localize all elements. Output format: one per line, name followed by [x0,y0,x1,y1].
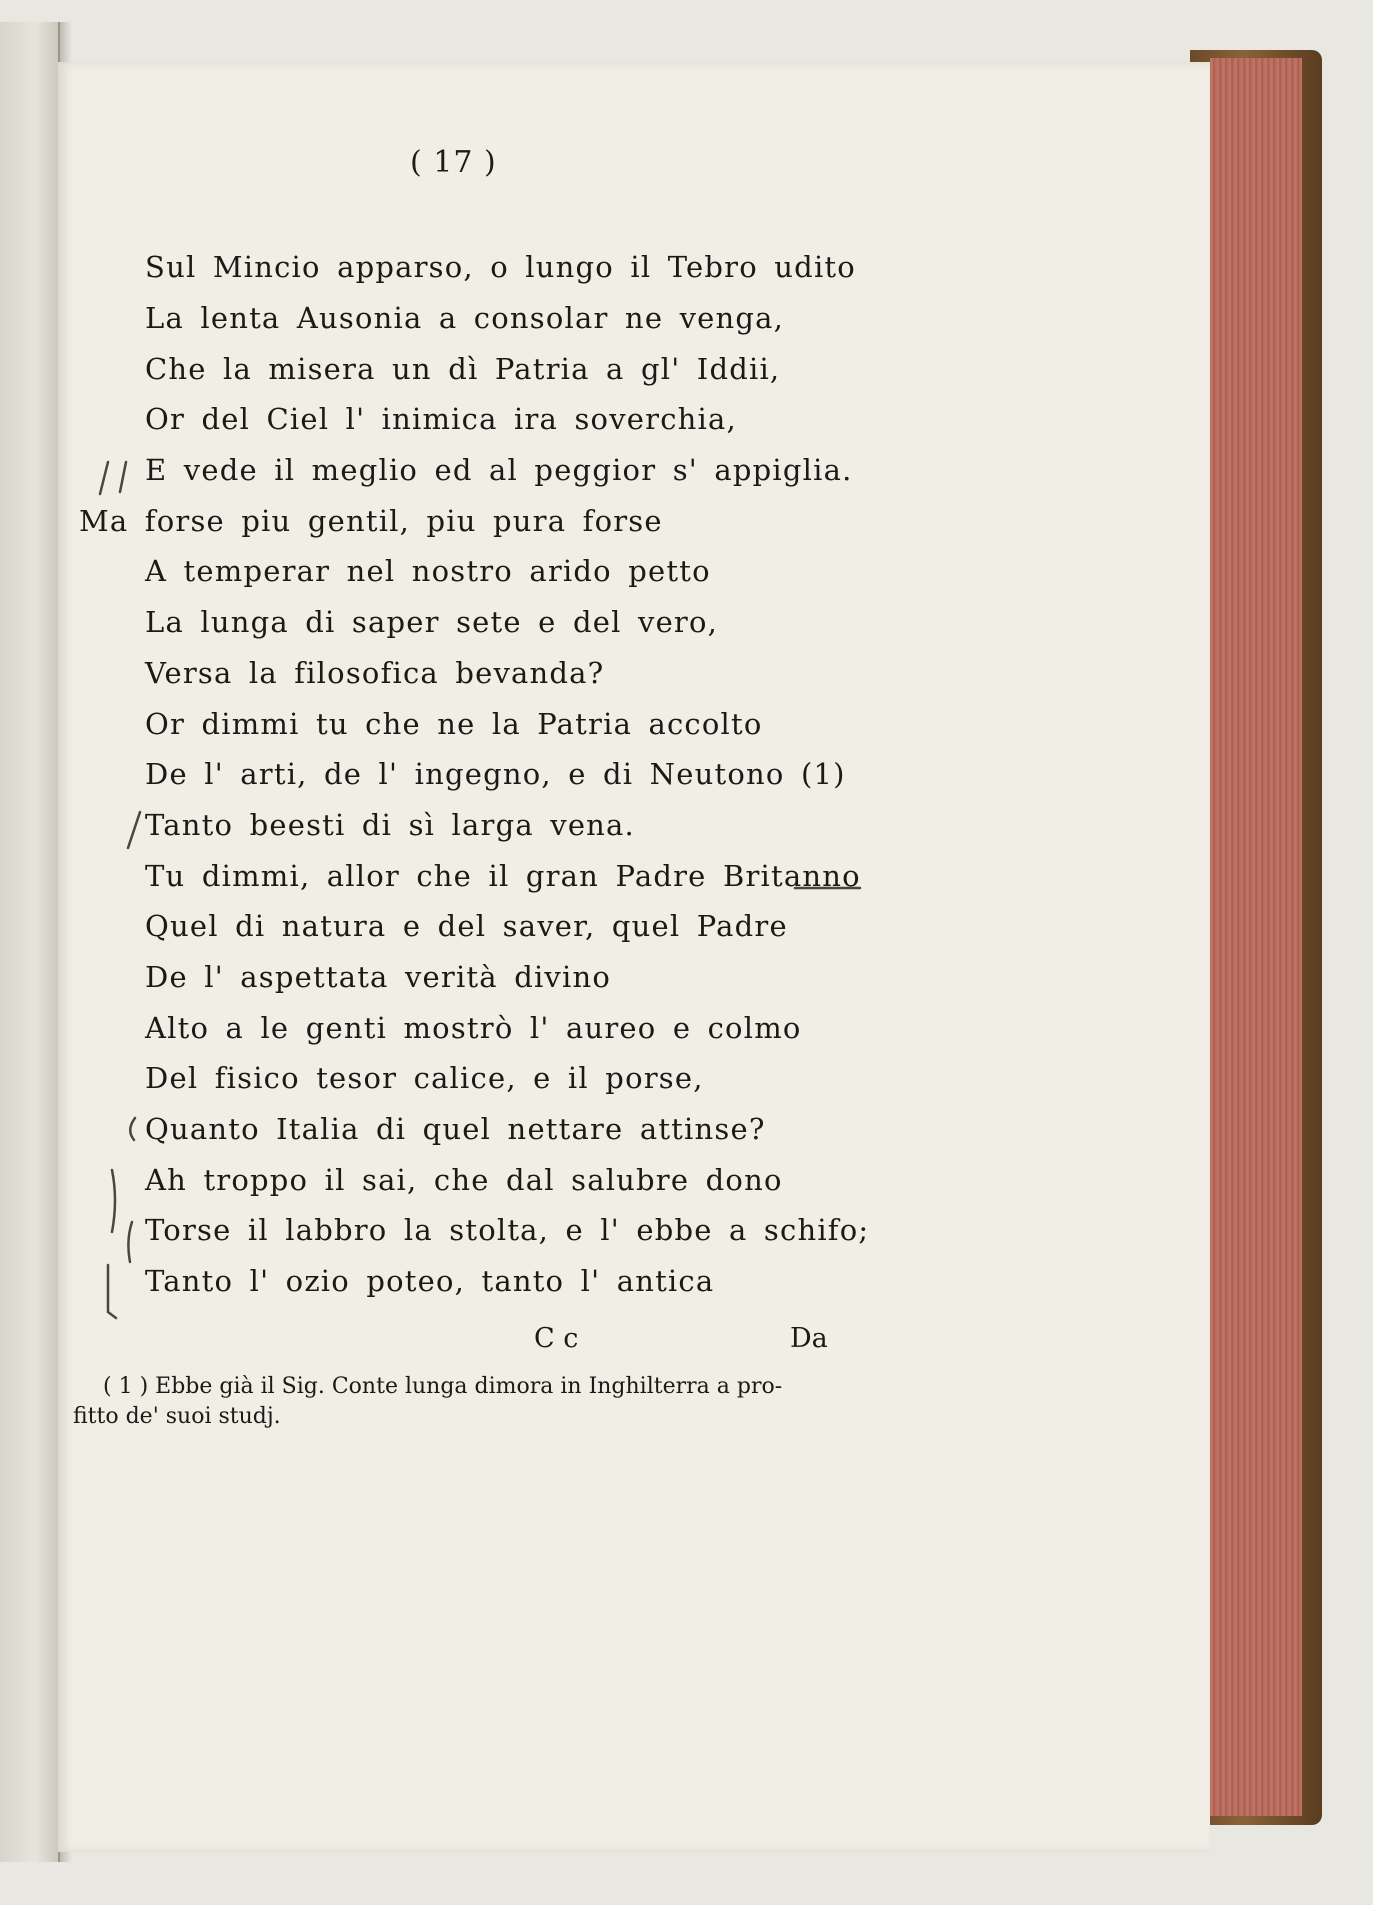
catchword: Da [790,1323,828,1354]
verse-line: Sul Mincio apparso, o lungo il Tebro udito [145,250,856,284]
verse-line: Che la misera un dì Patria a gl' Iddii, [145,352,781,386]
verse-line: De l' aspettata verità divino [145,960,612,994]
page-edges [1210,58,1302,1816]
verse-line: De l' arti, de l' ingegno, e di Neutono (1) [145,757,846,791]
footnote [73,1372,873,1432]
footnote-line: fitto de' suoi studj. [73,1404,281,1429]
footnote-line: ( 1 ) Ebbe già il Sig. Conte lunga dimora in Inghilterra a pro- [103,1374,783,1399]
verse-line: Tanto beesti di sì larga vena. [145,808,635,842]
verse-line: Del fisico tesor calice, e il porse, [145,1061,704,1095]
verse-line: Ma forse piu gentil, piu pura forse [79,504,663,538]
verse-line: Or del Ciel l' inimica ira soverchia, [145,402,737,436]
page-number: ( 17 ) [410,145,497,180]
facing-page [0,22,60,1862]
verse-line: Tu dimmi, allor che il gran Padre Britanno [145,859,861,893]
verse-line: La lenta Ausonia a consolar ne venga, [145,301,785,335]
verse-line: Versa la filosofica bevanda? [145,656,605,690]
verse-line: Alto a le genti mostrò l' aureo e colmo [145,1011,802,1045]
verse-line: Ah troppo il sai, che dal salubre dono [145,1163,783,1197]
verse-line: Quanto Italia di quel nettare attinse? [145,1112,766,1146]
verse-line: Or dimmi tu che ne la Patria accolto [145,707,763,741]
verse-line: Torse il labbro la stolta, e l' ebbe a schifo; [145,1213,870,1247]
signature-mark: C c [534,1323,579,1354]
verse-line: Quel di natura e del saver, quel Padre [145,909,788,943]
verse-line: Tanto l' ozio poteo, tanto l' antica [145,1264,715,1298]
verse-line: A temperar nel nostro arido petto [145,554,711,588]
verse-line: E vede il meglio ed al peggior s' appiglia. [145,453,853,487]
verse-line: La lunga di saper sete e del vero, [145,605,719,639]
